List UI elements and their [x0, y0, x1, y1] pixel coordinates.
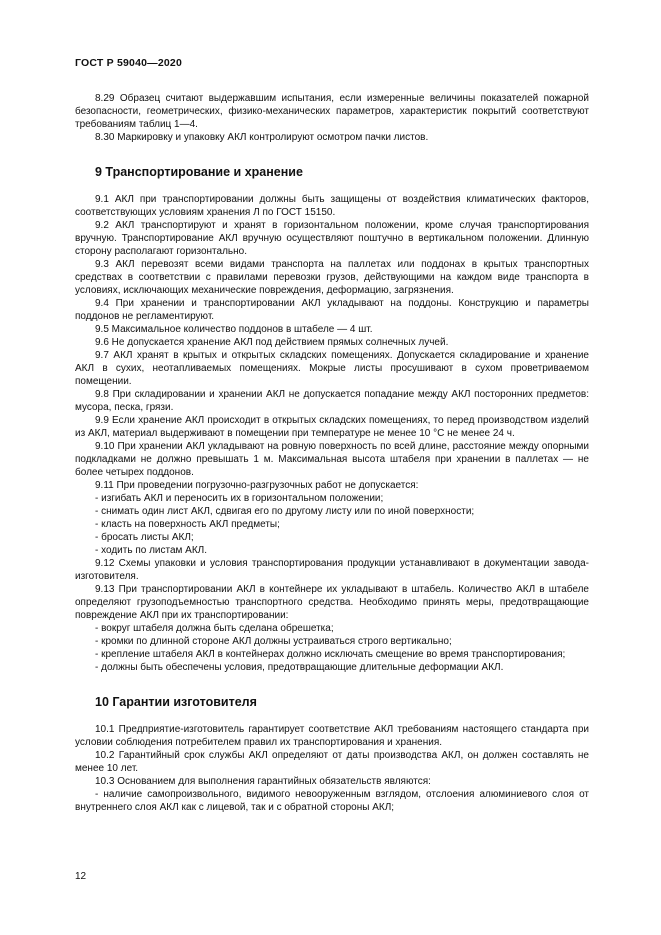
paragraph: 9.4 При хранении и транспортировании АКЛ укладывают на поддоны. Конструкцию и параметры поддонов не регламентируют.: [75, 298, 589, 322]
paragraph: 9.5 Максимальное количество поддонов в штабеле — 4 шт.: [95, 324, 373, 335]
list-item: - должны быть обеспечены условия, предотвращающие длительные деформации АКЛ.: [95, 662, 504, 673]
list-item: - вокруг штабеля должна быть сделана обрешетка;: [95, 623, 334, 634]
paragraph: 9.1 АКЛ при транспортировании должны быть защищены от воздействия климатических факторов, соответствующих условиям хранения Л по ГОСТ 15150.: [75, 194, 589, 218]
document-header: ГОСТ Р 59040—2020: [75, 57, 183, 69]
paragraph: 9.13 При транспортировании АКЛ в контейнере их укладывают в штабель. Количество АКЛ в штабеле определяют грузоподъемностью транспортного средства. Необходимо принять меры, предотвращающие повреждение АКЛ при их транспортировании:: [75, 584, 589, 621]
paragraph: 10.1 Предприятие-изготовитель гарантирует соответствие АКЛ требованиям настоящего стандарта при условии соблюдения потребителем правил их транспортирования и хранения.: [75, 724, 589, 748]
list-item: - изгибать АКЛ и переносить их в горизонтальном положении;: [95, 493, 384, 504]
paragraph: 9.12 Схемы упаковки и условия транспортирования продукции устанавливают в документации завода-изготовителя.: [75, 558, 589, 582]
list-item: - класть на поверхность АКЛ предметы;: [95, 519, 280, 530]
list-item: - крепление штабеля АКЛ в контейнерах должно исключать смещение во время транспортирования;: [95, 649, 566, 660]
list-item: - снимать один лист АКЛ, сдвигая его по другому листу или по иной поверхности;: [95, 506, 475, 517]
document-blocks: [75, 92, 589, 814]
list-item: - бросать листы АКЛ;: [95, 532, 194, 543]
paragraph: 9.9 Если хранение АКЛ происходит в открытых складских помещениях, то перед производством изделий из АКЛ, материал выдерживают в помещении при температуре не менее 10 °С не менее 24 ч.: [75, 415, 589, 439]
paragraph: 9.6 Не допускается хранение АКЛ под действием прямых солнечных лучей.: [95, 337, 449, 348]
paragraph: 8.29 Образец считают выдержавшим испытания, если измеренные величины показателей пожарной безопасности, геометрических, физико-механических параметров, характеристик покрытий соответствуют требованиям таблиц 1—4.: [75, 93, 589, 130]
paragraph: 9.7 АКЛ хранят в крытых и открытых складских помещениях. Допускается складирование и хранение АКЛ в сухих, неотапливаемых помещениях. Мокрые листы просушивают в сухом проветриваемом помещении.: [75, 350, 589, 387]
paragraph: 9.3 АКЛ перевозят всеми видами транспорта на паллетах или поддонах в крытых транспортных средствах в соответствии с правилами перевозки грузов, действующими на каждом виде транспорта в условиях, исключающих механические повреждения, деформацию, загрязнения.: [75, 259, 589, 296]
document-content: [75, 57, 589, 814]
paragraph: 10.3 Основанием для выполнения гарантийных обязательств являются:: [95, 776, 431, 787]
list-item: - наличие самопроизвольного, видимого невооруженным взглядом, отслоения алюминиевого слоя от внутреннего слоя АКЛ как с лицевой, так и с обратной стороны АКЛ;: [75, 789, 589, 813]
page-number: 12: [75, 871, 87, 882]
paragraph: 8.30 Маркировку и упаковку АКЛ контролируют осмотром пачки листов.: [95, 132, 429, 143]
paragraph: 10.2 Гарантийный срок службы АКЛ определяют от даты производства АКЛ, он должен составлять не менее 10 лет.: [75, 750, 589, 774]
paragraph: 9.11 При проведении погрузочно-разгрузочных работ не допускается:: [95, 480, 419, 491]
section-heading: 10 Гарантии изготовителя: [95, 695, 257, 709]
paragraph: 9.10 При хранении АКЛ укладывают на ровную поверхность по всей длине, расстояние между опорными подкладками не должно превышать 1 м. Максимальная высота штабеля при хранении в паллетах — не более четырех поддонов.: [75, 441, 589, 478]
section-heading: 9 Транспортирование и хранение: [95, 165, 303, 179]
list-item: - ходить по листам АКЛ.: [95, 545, 208, 556]
paragraph: 9.2 АКЛ транспортируют и хранят в горизонтальном положении, кроме случая транспортирования вручную. Транспортирование АКЛ вручную осуществляют поштучно в вертикальном положении. Длинную сторону располагают горизонтально.: [75, 220, 589, 257]
paragraph: 9.8 При складировании и хранении АКЛ не допускается попадание между АКЛ посторонних предметов: мусора, песка, грязи.: [75, 389, 589, 413]
list-item: - кромки по длинной стороне АКЛ должны устраиваться строго вертикально;: [95, 636, 452, 647]
